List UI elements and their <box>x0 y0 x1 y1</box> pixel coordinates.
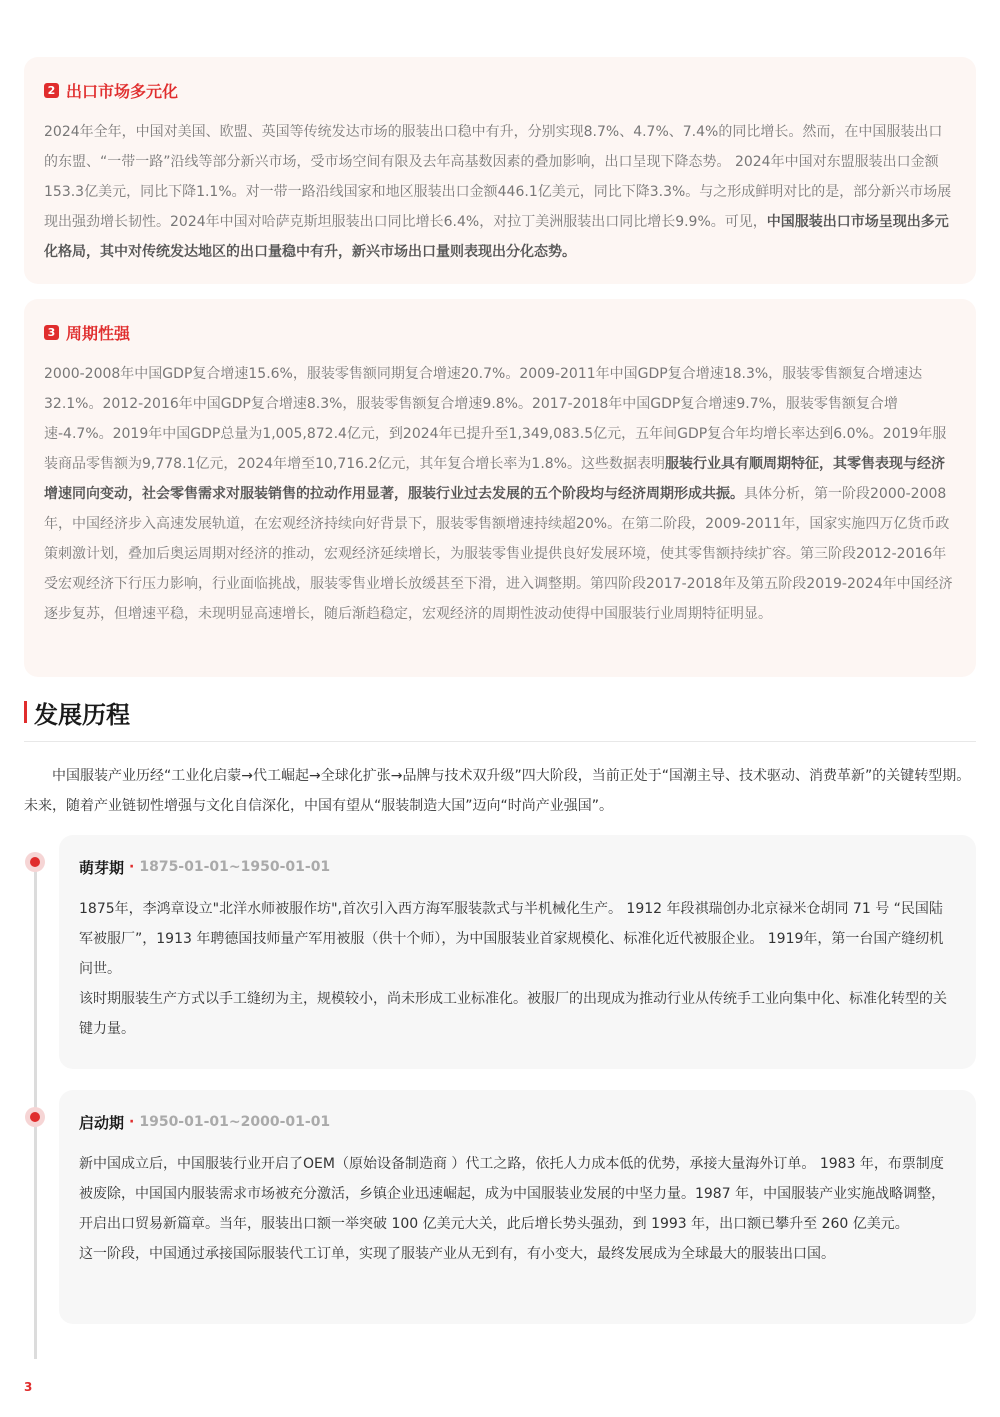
page-title: 发展历程 <box>34 700 130 729</box>
history-section-title <box>24 696 130 728</box>
timeline-card-header <box>79 1112 956 1132</box>
export-diversification-card <box>24 57 976 284</box>
timeline-card-body <box>79 894 956 1044</box>
timeline-card-header <box>79 857 956 877</box>
body-text: 2024年全年，中国对美国、欧盟、英国等传统发达市场的服装出口稳中有升，分别实现8.7%、4.7%、7.4%的同比增长。然而，在中国服装出口的东盟、“一带一路”沿线等部分新兴市场，受市场空间有限及去年高基数因素的叠加影响，出口呈现下降态势。 2024年中国对东盟服装出口金额153.3亿美元，同比下降1.1%。对一带一路沿线国家和地区服装出口金额446.1亿美元，同比下降3.3%。与之形成鲜明对比的是，部分新兴市场展现出强劲增长韧性。2024年中国对哈萨克斯坦服装出口同比增长6.4%，对拉丁美洲服装出口同比增长9.9%。可见， <box>44 124 952 230</box>
page-number: 3 <box>24 1380 33 1394</box>
timeline-card-stage-2 <box>59 1090 976 1324</box>
stage-date: 1950-01-01~2000-01-01 <box>139 1114 331 1130</box>
timeline-dot <box>25 852 45 872</box>
timeline-card-body <box>79 1149 956 1269</box>
timeline-dot <box>25 1107 45 1127</box>
card-title: 周期性强 <box>66 323 131 343</box>
body-text: 2000-2008年中国GDP复合增速15.6%，服装零售额同期复合增速20.7%。2009-2011年中国GDP复合增速18.3%，服装零售额复合增速达32.1%。2012-2016年中国GDP复合增速8.3%，服装零售额复合增速9.8%。2017-2018年中国GDP复合增速9.7%，服装零售额复合增速-4.7%。2019年中国GDP总量为1,005,872.4亿元，到2024年已提升至1,349,083.5亿元，五年间GDP复合年均增长率达到6.0%。2019年服装商品零售额为9,778.1亿元，2024年增至10,716.2亿元，其年复合增长率为1.8%。这些数据表明 <box>44 366 947 472</box>
card-body <box>44 117 956 267</box>
card-title: 出口市场多元化 <box>66 81 179 101</box>
stage-date: 1875-01-01~1950-01-01 <box>139 859 331 875</box>
section-number-badge: 2 <box>44 83 59 98</box>
stage-paragraph: 这一阶段，中国通过承接国际服装代工订单，实现了服装产业从无到有，有小变大，最终发展成为全球最大的服装出口国。 <box>79 1246 835 1262</box>
timeline-card-stage-1 <box>59 835 976 1069</box>
stage-name: 启动期 <box>79 1113 125 1132</box>
body-bold-conclusion: 中国服装出口市场呈现出多元化格局，其中对传统发达地区的出口量稳中有升，新兴市场出口量则表现出分化态势。 <box>44 214 949 260</box>
stage-paragraph: 新中国成立后，中国服装行业开启了OEM（原始设备制造商 ）代工之路，依托人力成本低的优势，承接大量海外订单。 1983 年，布票制度被废除，中国国内服装需求市场被充分激活，乡镇企业迅速崛起，成为中国服装业发展的中坚力量。1987 年，中国服装产业实施战略调整，开启出口贸易新篇章。当年，服装出口额一举突破 100 亿美元大关，此后增长势头强劲，到 1993 年，出口额已攀升至 260 亿美元。 <box>79 1156 946 1232</box>
card-header <box>44 321 956 343</box>
timeline-dot-center <box>30 1112 40 1122</box>
stage-paragraph: 1875年，李鸿章设立"北洋水师被服作坊",首次引入西方海军服装款式与半机械化生产。 1912 年段祺瑞创办北京禄米仓胡同 71 号 “民国陆军被服厂”，1913 年聘德国技师量产军用被服（供十个师），为中国服装业首家规模化、标准化近代被服企业。 1919年，第一台国产缝纫机问世。 <box>79 901 944 977</box>
separator: · <box>129 1114 135 1130</box>
body-text-continued: 具体分析，第一阶段2000-2008年，中国经济步入高速发展轨道，在宏观经济持续向好背景下，服装零售额增速持续超20%。在第二阶段，2009-2011年，国家实施四万亿货币政策刺激计划，叠加后奥运周期对经济的推动，宏观经济延续增长，为服装零售业提供良好发展环境，使其零售额持续扩容。第三阶段2012-2016年受宏观经济下行压力影响，行业面临挑战，服装零售业增长放缓甚至下滑，进入调整期。第四阶段2017-2018年及第五阶段2019-2024年中国经济逐步复苏，但增速平稳，未现明显高速增长，随后渐趋稳定，宏观经济的周期性波动使得中国服装行业周期特征明显。 <box>44 486 953 622</box>
section-number-badge: 3 <box>44 325 59 340</box>
history-intro: 中国服装产业历经“工业化启蒙→代工崛起→全球化扩张→品牌与技术双升级”四大阶段，当前正处于“国潮主导、技术驱动、消费革新”的关键转型期。未来，随着产业链韧性增强与文化自信深化，中国有望从“服装制造大国”迈向“时尚产业强国”。 <box>24 768 971 814</box>
stage-paragraph: 该时期服装生产方式以手工缝纫为主，规模较小，尚未形成工业标准化。被服厂的出现成为推动行业从传统手工业向集中化、标准化转型的关键力量。 <box>79 991 947 1037</box>
title-accent-bar <box>24 701 27 723</box>
card-body <box>44 359 956 629</box>
timeline-dot-center <box>30 857 40 867</box>
body-bold-conclusion: 服装行业具有顺周期特征，其零售表现与经济增速同向变动，社会零售需求对服装销售的拉动作用显著，服装行业过去发展的五个阶段均与经济周期形成共振。 <box>44 456 945 502</box>
separator: · <box>129 859 135 875</box>
divider <box>24 741 976 742</box>
cyclicality-card <box>24 299 976 677</box>
stage-name: 萌芽期 <box>79 858 125 877</box>
card-header <box>44 79 956 101</box>
